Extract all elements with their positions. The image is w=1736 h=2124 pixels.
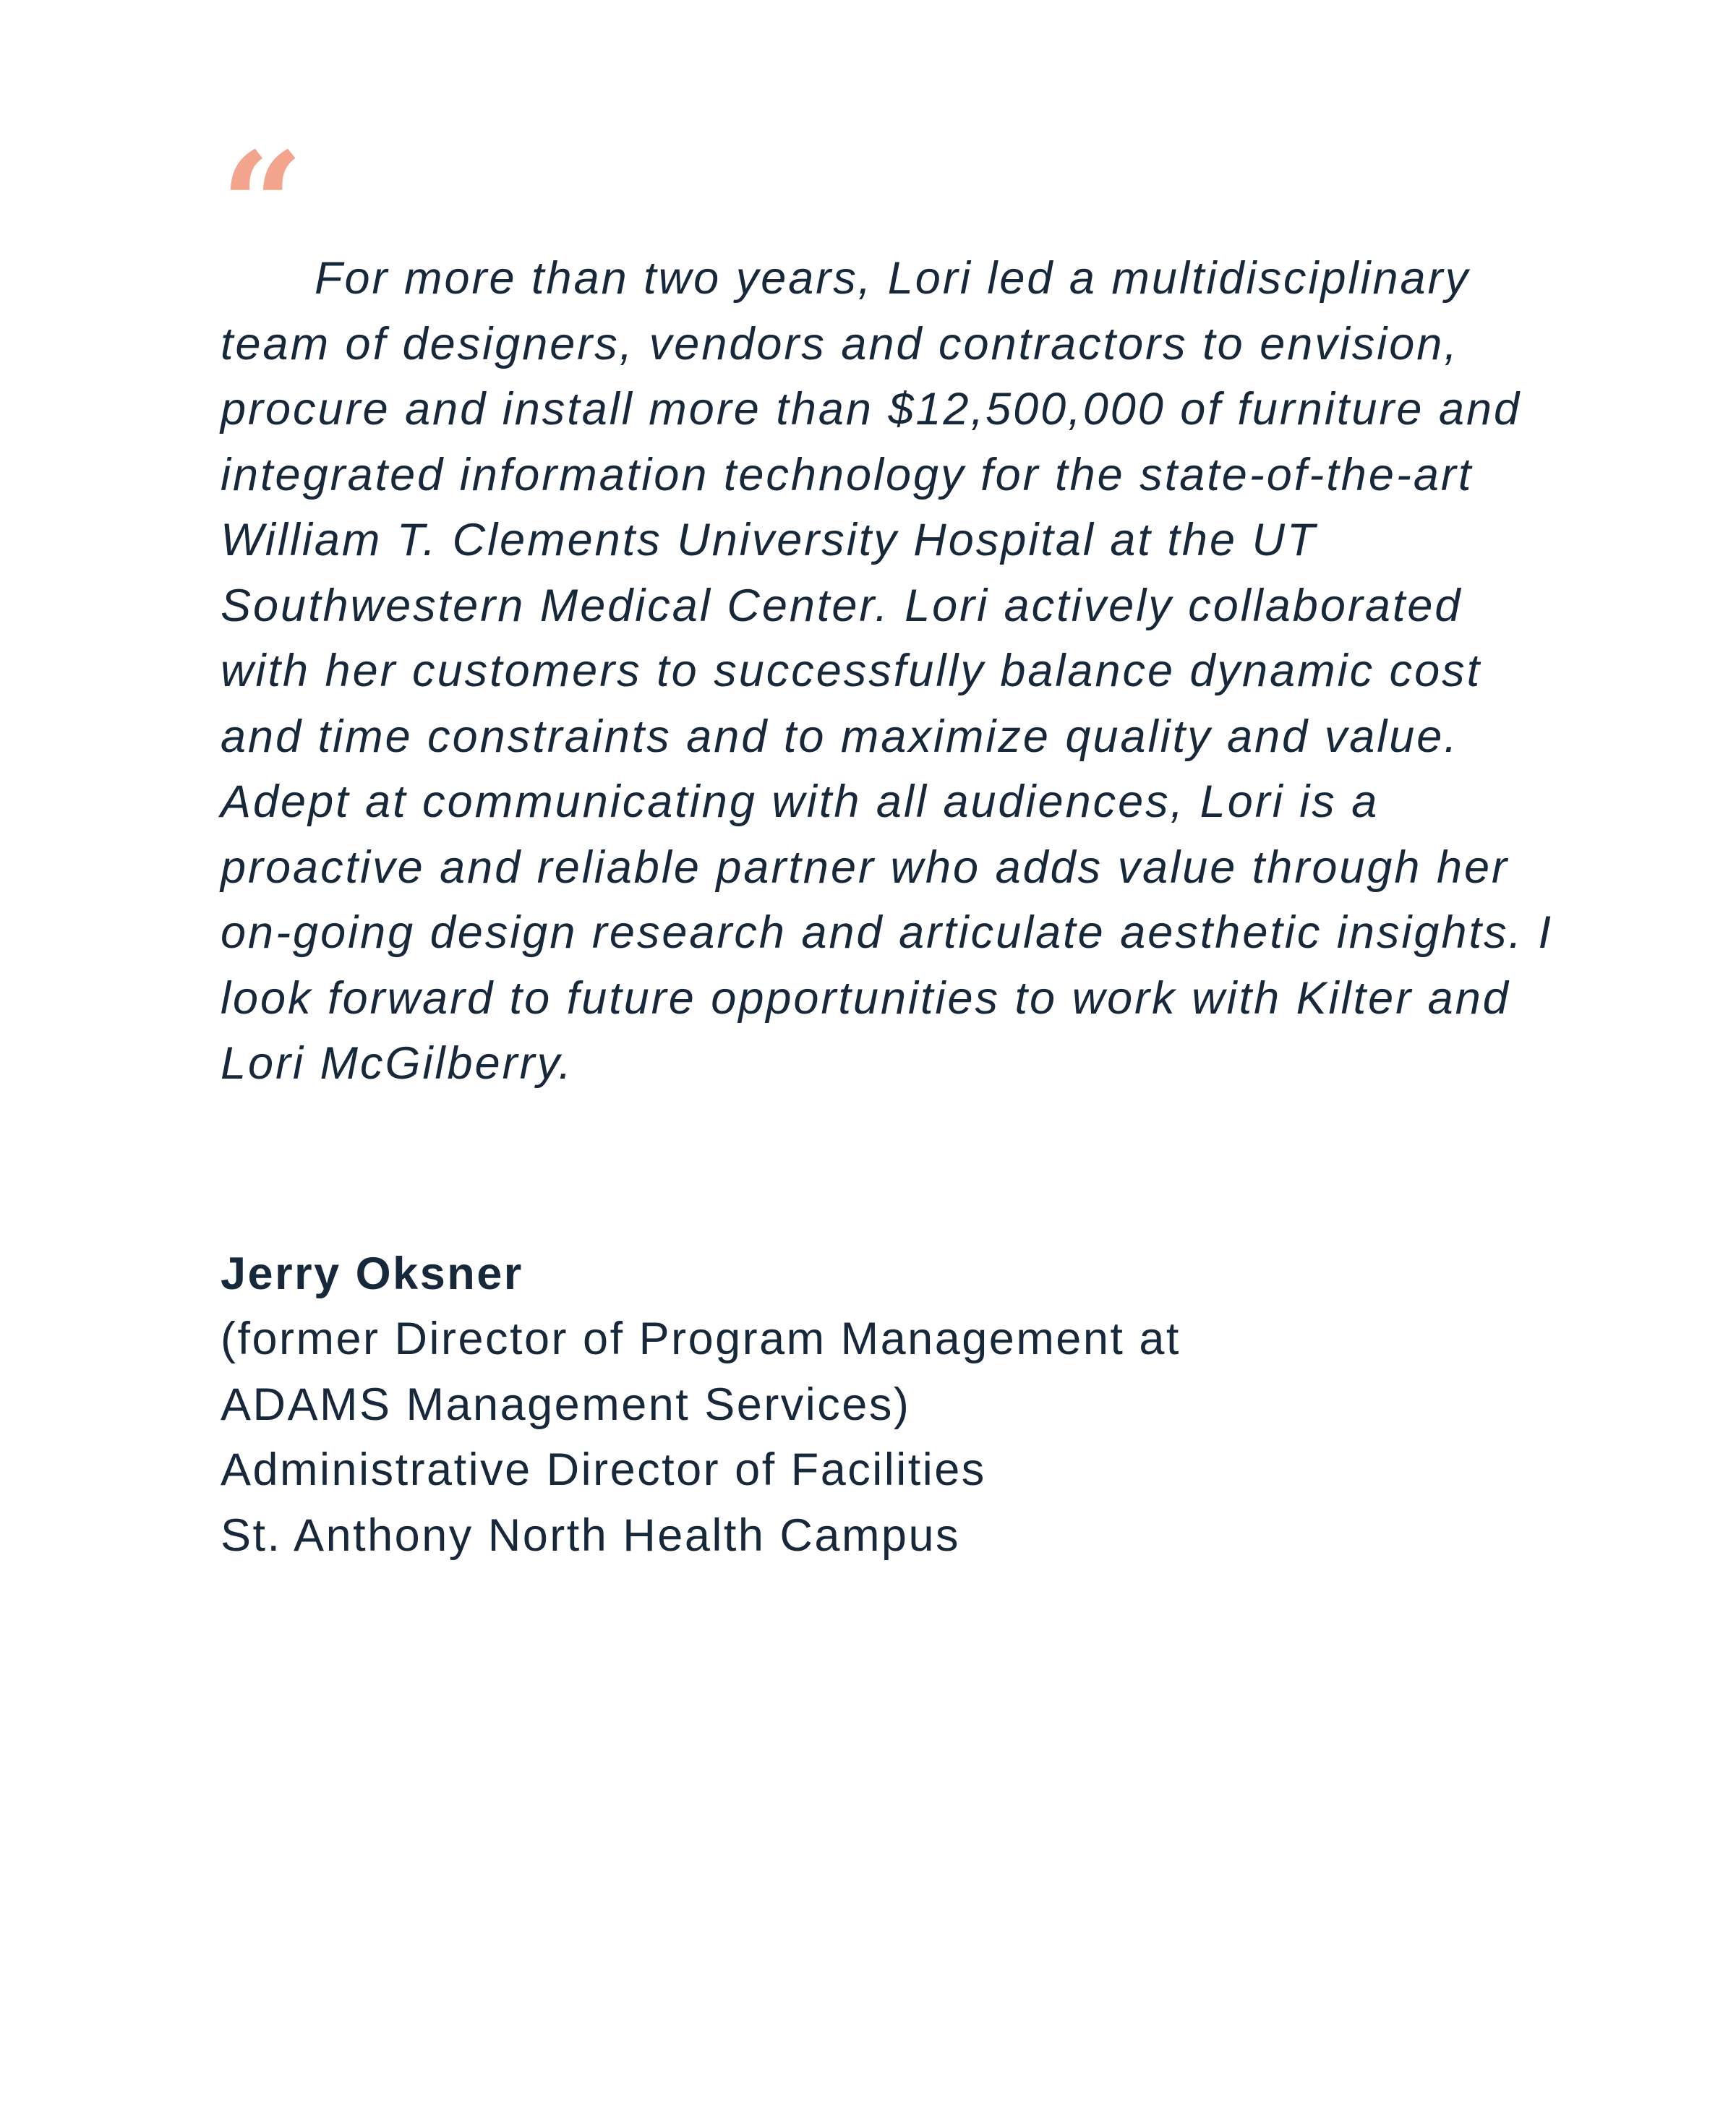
testimonial-quote: For more than two years, Lori led a multidisciplinary team of designers, vendors and contractors to envision, procure and install more than $12,500,000 of furniture and integrated information technology for the state-of-the-art William T. Clements University Hospital at the UT Southwestern Medical Center. Lori actively collaborated with her customers to successfully balance dynamic cost and time constraints and to maximize quality and value. Adept at communicating with all audiences, Lori is a proactive and reliable partner who adds value through her on-going design research and articulate aesthetic insights. I look forward to future opportunities to work with Kilter and Lori McGilberry. bbox=[221, 253, 1553, 1089]
author-current-title: Administrative Director of Facilities bbox=[221, 1444, 986, 1495]
quotation-mark-icon: “ bbox=[221, 121, 299, 291]
testimonial-card bbox=[221, 121, 1565, 1568]
attribution bbox=[221, 1241, 1565, 1569]
author-organization: St. Anthony North Health Campus bbox=[221, 1510, 960, 1561]
author-former-role-line-2: ADAMS Management Services) bbox=[221, 1379, 911, 1430]
author-name: Jerry Oksner bbox=[221, 1248, 523, 1299]
author-former-role-line-1: (former Director of Program Management at bbox=[221, 1314, 1181, 1364]
